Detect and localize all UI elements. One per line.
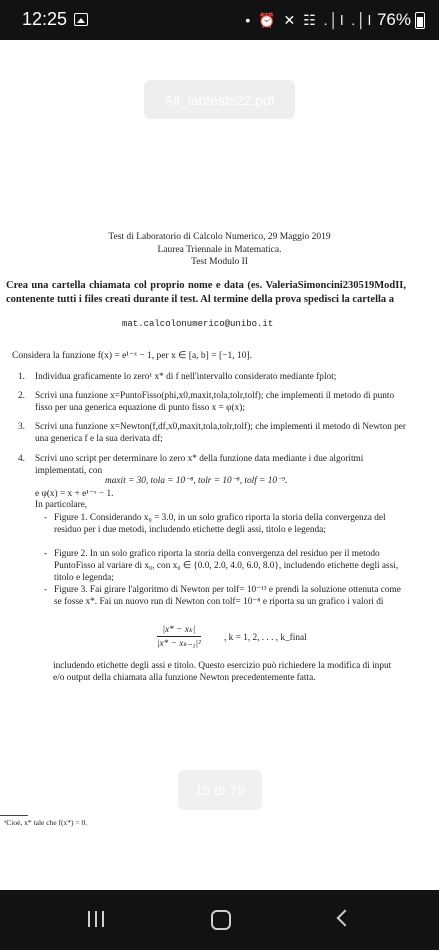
email-address: mat.calcolonumerico@unibo.it: [122, 319, 274, 329]
item-text: Scrivi uno script per determinare lo zero x* della funzione data mediante i due algoritmi implementati, con: [35, 454, 364, 476]
in-particolare: In particolare,: [35, 500, 88, 510]
doc-header-line3: Test Modulo II: [191, 257, 248, 267]
system-status-icons: • ⏰ ✕ ☷ .│l .│l: [245, 11, 373, 28]
item-number: 3.: [18, 422, 25, 432]
closing-text: includendo etichette degli assi e titolo. Questo esercizio può richiedere la modifica di input e/o output della chiamata alla funzione Newton precedentemente fatta.: [53, 661, 392, 683]
item-number: 4.: [18, 454, 25, 464]
fraction-index-range: , k = 1, 2, . . . , k_final: [224, 633, 307, 643]
doc-header-line1: Test di Laboratorio di Calcolo Numerico, 29 Maggio 2019: [108, 232, 331, 242]
recent-apps-button[interactable]: [88, 911, 104, 927]
status-icons: [245, 10, 425, 30]
phi-definition: e φ(x) = x + e¹⁻ˣ − 1.: [35, 489, 114, 499]
page-indicator: 15 di 79: [178, 770, 262, 810]
error-ratio-fraction: [157, 624, 201, 649]
footnote-rule: [0, 815, 28, 816]
image-notification-icon: [74, 13, 88, 26]
fraction-numerator: |x* − xₖ|: [157, 624, 201, 637]
item-text: Scrivi una funzione x=Newton(f,df,x0,maxit,tola,tolr,tolf); che implementi il metodo di Newton per una generica f e la sua derivata df;: [35, 422, 406, 444]
status-bar: [0, 0, 439, 40]
status-time: 12:25: [22, 9, 68, 29]
figure-text: Figure 3. Fai girare l'algoritmo di Newton per tolf= 10⁻¹³ e prendi la soluzione ottenuta come se fosse x*. Fai un nuovo run di Newton con tolf= 10⁻⁸ e riporta su un grafico i valori di: [54, 585, 401, 607]
item-text: Individua graficamente lo zero¹ x* di f nell'intervallo considerato mediante fplot;: [35, 372, 337, 382]
figure-text: Figure 2. In un solo grafico riporta la storia della convergenza del residuo per il metodo PuntoFisso al variare di x₀, con x₀ ∈ {0.0, 2.0, 4.0, 6.0, 8.0}, includendo etichette degli assi, titolo e legenda;: [54, 549, 399, 583]
battery-icon: [415, 12, 425, 29]
item-text: Scrivi una funzione x=PuntoFisso(phi,x0,maxit,tola,tolr,tolf); che implementi il metodo di punto fisso per una generica equazione di punto fisso x = φ(x);: [35, 391, 395, 413]
doc-header-line2: Laurea Triennale in Matematica.: [157, 245, 282, 255]
recent-apps-icon: [88, 911, 90, 927]
home-button[interactable]: [211, 910, 231, 930]
fraction-denominator: |x* − xₖ₋₁|²: [157, 639, 201, 649]
item-number: 2.: [18, 391, 25, 401]
item-number: 1.: [18, 372, 25, 382]
bold-instructions: Crea una cartella chiamata col proprio nome e data (es. ValeriaSimoncini230519ModII, contenente tutti i files creati durante il test. Al termine della prova spedisci la cartella a: [6, 280, 406, 305]
file-name-chip[interactable]: All_labtests22.pdf: [144, 80, 295, 119]
footnote: ¹Cioè, x* tale che f(x*) = 0.: [4, 818, 88, 827]
function-intro: Considera la funzione f(x) = e¹⁻ˣ − 1, per x ∈ [a, b] = [−1, 10].: [12, 351, 253, 361]
battery-percentage: 76%: [376, 10, 411, 29]
figure-text: Figure 1. Considerando x₀ = 3.0, in un solo grafico riporta la storia della convergenza del residuo per i due metodi, includendo etichette degli assi, titolo e legenda;: [54, 513, 386, 535]
parameters-equation: maxit = 30, tola = 10⁻⁸, tolr = 10⁻⁸, tolf = 10⁻⁹.: [105, 476, 288, 486]
